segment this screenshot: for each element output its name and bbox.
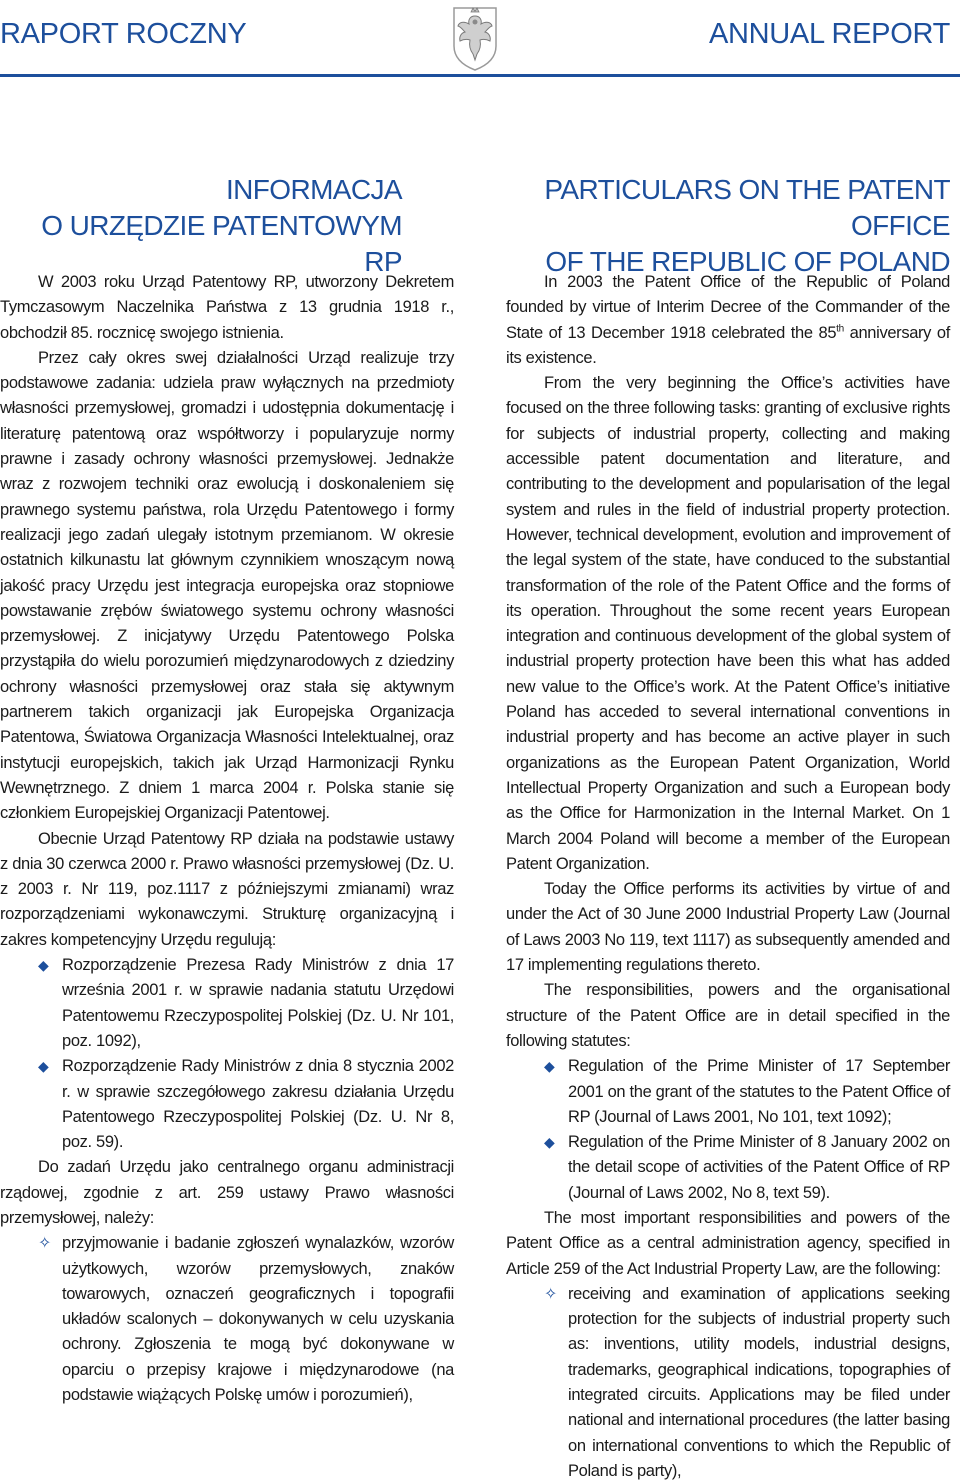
- white-eagle-emblem-icon: [446, 2, 504, 72]
- ordinal-superscript: th: [836, 323, 844, 335]
- header-divider: [0, 74, 960, 77]
- diamond-bullet-icon: ◆: [544, 1058, 555, 1075]
- paragraph: Do zadań Urzędu jako centralnego organu administracji rządowej, zgodnie z art. 259 ustawy Prawo własności przemysłowej, należy:: [0, 1158, 454, 1227]
- paragraph: From the very beginning the Office’s activities have focused on the three following tasks: granting of exclusive rights for subjects of industrial property, collecting and making accessible patent documentation and literature, and contributing to the development and popularisation of the legal system and rules in the field of industrial property protection. However, technical development, evolution and improvement of the legal system of the state, have conduced to the substantial transformation of the role of the Patent Office and the forms of its operation. Throughout the some recent years European integration and continuous development of the global system of industrial property protection have been this what has added new value to the Office’s work. At the Patent Office’s initiative Poland has acceded to several international conventions in industrial property and has become an active player in such organizations as the European Patent Organization, World Intellectual Property Organization and such a European body as the Office for Harmonization in the Internal Market. On 1 March 2004 Poland will become a member of the European Patent Organization.: [506, 374, 950, 873]
- diamond-bullet-icon: ◆: [544, 1134, 555, 1151]
- paragraph: Przez cały okres swej działalności Urząd realizuje trzy podstawowe zadania: udziela praw wyłącznych na przedmioty własności przemysłowej, gromadzi i udostępnia dokumentację i literaturę patentową oraz współtworzy i popularyzuje normy prawne i zasady ochrony własności przemysłowej. Jednakże wraz z rozwojem techniki oraz ewolucją i doskonaleniem się prawnego systemu państwa, rola Urzędu Patentowego i formy realizacji jego zadań ulegały istotnym przemianom. W okresie ostatnich kilkunastu lat głównym czynnikiem wnoszącym nową jakość pracy Urzędu jest integracja europejska oraz stopniowe powstawanie zrębów światowego systemu ochrony własności przemysłowej. Z inicjatywy Urzędu Patentowego Polska przystąpiła do wielu porozumień międzynarodowych z dziedziny ochrony własności przemysłowej oraz stała się aktywnym partnerem takich organizacji jak Europejska Organizacja Patentowa, Światowa Organizacja Własności Intelektualnej, oraz instytucji europejskich, takich jak Urząd Harmonizacji Rynku Wewnętrznego. Z dniem 1 marca 2004 r. Polska stanie się członkiem Europejskiej Organizacji Patentowej.: [0, 348, 454, 823]
- polish-column: [0, 172, 454, 1408]
- paragraph: Today the Office performs its activities by virtue of and under the Act of 30 June 2000 Industrial Property Law (Journal of Laws 2003 No 119, text 1117) as subsequently amended and 17 implementing regulations thereto.: [506, 880, 950, 975]
- english-body: [506, 270, 950, 1484]
- duties-list: [0, 1231, 454, 1408]
- list-item: ✧ receiving and examination of applications seeking protection for the subjects of industrial property such as: inventions, utility models, industrial designs, trademarks, geographical indications, topographies of integrated circuits. Applications may be filed under national and international procedures (the latter basing on international conventions to which the Republic of Poland is party),: [506, 1282, 950, 1484]
- english-column: [506, 172, 950, 1484]
- list-item: ◆ Rozporządzenie Rady Ministrów z dnia 8 stycznia 2002 r. w sprawie szczegółowego zakresu działania Urzędu Patentowego Rzeczypospolitej Polskiej (Dz. U. Nr 8, poz. 59).: [0, 1054, 454, 1155]
- regulations-list: [0, 953, 454, 1155]
- english-title-line-2: OF THE REPUBLIC OF POLAND: [545, 246, 950, 277]
- open-diamond-bullet-icon: ✧: [38, 1235, 52, 1253]
- header-title-polish: RAPORT ROCZNY: [0, 18, 247, 50]
- polish-body: [0, 270, 454, 1408]
- regulations-list: [506, 1054, 950, 1206]
- polish-title-line-2: O URZĘDZIE PATENTOWYM RP: [41, 210, 402, 277]
- diamond-bullet-icon: ◆: [38, 1058, 49, 1075]
- diamond-bullet-icon: ◆: [38, 957, 49, 974]
- list-item: ◆ Regulation of the Prime Minister of 17 September 2001 on the grant of the statutes to the Patent Office of RP (Journal of Laws 2001, No 101, text 1092);: [506, 1054, 950, 1130]
- list-item: ◆ Regulation of the Prime Minister of 8 January 2002 on the detail scope of activities of the Patent Office of RP (Journal of Laws 2002, No 8, text 59).: [506, 1130, 950, 1206]
- english-title-line-1: PARTICULARS ON THE PATENT OFFICE: [544, 174, 950, 241]
- paragraph: In 2003 the Patent Office of the Republic of Poland founded by virtue of Interim Decree of the Commander of the State of 13 December 1918 celebrated the 85th anniversary of its existence.: [506, 273, 950, 367]
- paragraph: W 2003 roku Urząd Patentowy RP, utworzony Dekretem Tymczasowym Naczelnika Państwa z 13 grudnia 1918 r., obchodził 85. rocznicę swojego istnienia.: [0, 273, 454, 342]
- paragraph: Obecnie Urząd Patentowy RP działa na podstawie ustawy z dnia 30 czerwca 2000 r. Prawo własności przemysłowej (Dz. U. z 2003 r. Nr 119, poz.1117 z późniejszymi zmianami) wraz rozporządzeniami wykonawczymi. Strukturę organizacyjną i zakres kompetencyjny Urzędu regulują:: [0, 829, 454, 949]
- duties-list: [506, 1282, 950, 1484]
- paragraph: The responsibilities, powers and the organisational structure of the Patent Office are in detail specified in the following statutes:: [506, 981, 950, 1050]
- open-diamond-bullet-icon: ✧: [544, 1285, 558, 1303]
- list-item: ◆ Rozporządzenie Prezesa Rady Ministrów z dnia 17 września 2001 r. w sprawie nadania statutu Urzędowi Patentowemu Rzeczypospolitej Polskiej (Dz. U. Nr 101, poz. 1092),: [0, 953, 454, 1054]
- polish-title-line-1: INFORMACJA: [225, 174, 402, 205]
- list-item: ✧ przyjmowanie i badanie zgłoszeń wynalazków, wzorów użytkowych, wzorów przemysłowych, znaków towarowych, oznaczeń geograficznych i topografii układów scalonych – dokonywanych w celu uzyskania ochrony. Zgłoszenia te mogą być dokonywane w oparciu o przepisy krajowe i międzynarodowe (na podstawie wiążących Polskę umów i porozumień),: [0, 1231, 454, 1408]
- header-title-english: ANNUAL REPORT: [708, 18, 950, 50]
- page-header: [0, 0, 960, 74]
- paragraph: The most important responsibilities and powers of the Patent Office as a central administration agency, specified in Article 259 of the Act Industrial Property Law, are the following:: [506, 1208, 950, 1278]
